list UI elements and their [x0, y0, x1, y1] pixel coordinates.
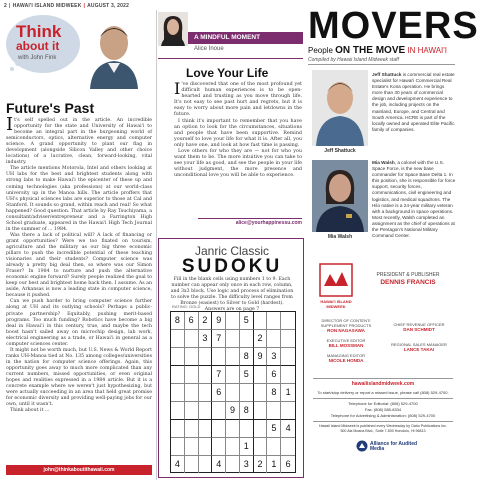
sudoku-cell[interactable]: [185, 438, 199, 456]
thought-bubble-dots-icon: [8, 59, 24, 73]
sudoku-cell[interactable]: [226, 456, 240, 473]
sudoku-cell[interactable]: [240, 384, 254, 402]
sudoku-cell[interactable]: 7: [212, 366, 226, 384]
mover-caption-1: Jeff Shattuck: [324, 148, 356, 154]
sudoku-cell[interactable]: 1: [281, 384, 295, 402]
delivery-note: To start/stop delivery or report a missed issue, please call (808) 529-4700.: [317, 390, 449, 395]
sudoku-cell[interactable]: 2: [254, 456, 268, 473]
sudoku-instructions: Fill in the blank cells using numbers 1 to 9. Each number can appear only once in each row, column, and 3x3 block. Use logic and process of elimination to solve the puzzle. The difficulty level ranges from Bronze (easiest) to Silver to Gold (hardest). Answers are on page 7: [170, 277, 294, 312]
sudoku-cell[interactable]: [240, 330, 254, 348]
sudoku-cell[interactable]: [226, 438, 240, 456]
column-body: [6, 114, 152, 414]
sudoku-cell[interactable]: [267, 312, 281, 330]
page-number: 2: [4, 3, 7, 9]
sudoku-cell[interactable]: [171, 330, 185, 348]
sudoku-cell[interactable]: 8: [171, 312, 185, 330]
sudoku-cell[interactable]: 3: [267, 348, 281, 366]
logo-line-2: about it: [16, 39, 60, 53]
mover-text: is commercial real estate specialist for Hawai'i Commercial Real Estate's Kona operation. He brings more than 30 years of commercial design and development experience to the job, including projects on the mainland, Europe, and Central and South America. HCRE is part of the locally owned and operated Elite Pacific family of companies.: [372, 72, 455, 132]
issue-date: AUGUST 3, 2022: [87, 3, 130, 9]
sudoku-cell[interactable]: [212, 438, 226, 456]
mover-text: , a colonel with the U.S. Space Force, is the new base commander for Space Base Delta 1. In this position, she is responsible for force support, security forces, communications, civil engineering and logistics, and medical squadrons. The Hilo native is a 24-year military veteran with a background in space operations. Most recently, Walsh completed an assignment as the chief of operations at the Pentagon's National Military Command Center.: [372, 160, 456, 239]
sudoku-cell[interactable]: [226, 384, 240, 402]
drop-cap: I: [174, 79, 181, 98]
staff-name: DAN SCHMIDT: [403, 327, 435, 332]
sudoku-cell[interactable]: [199, 348, 213, 366]
sudoku-cell[interactable]: [171, 366, 185, 384]
mover-caption-2: Mia Walsh: [327, 234, 353, 240]
sudoku-cell[interactable]: [171, 402, 185, 420]
paragraph: t's self spelled out in the article. An incredible opportunity for the state and University of Hawai'i to become an integral part in the burgeoning world of semiconductors, optics, alternative energy and computer science. A grand opportunity to plant our flag in development (alongside Silicon Valley and other choice locations) of a lucrative, clean, forward-looking, vital industry.: [6, 118, 152, 166]
sudoku-cell[interactable]: [281, 402, 295, 420]
staff-role: MANAGING EDITOR: [327, 353, 365, 358]
sudoku-cell[interactable]: 7: [212, 330, 226, 348]
masthead-staff-right: [382, 320, 456, 352]
sudoku-cell[interactable]: [185, 420, 199, 438]
paragraph: 've discovered that one of the most profound yet difficult human experiences is to be open-hearted and trusting as you move through life. It's not easy to see past hurt and regrets, but it is easy to worry about more pain and letdowns in the future.: [174, 82, 302, 118]
column-logo: [16, 22, 62, 53]
staff-name: LANCE TAKAI: [403, 347, 435, 352]
masthead-logo-text: [314, 299, 358, 309]
staff-name: RON NAGASAWA: [327, 328, 365, 333]
sudoku-cell[interactable]: [267, 402, 281, 420]
sudoku-cell[interactable]: [281, 348, 295, 366]
sudoku-cell[interactable]: 6: [285, 459, 291, 469]
logo-line-2: MIDWEEK: [326, 304, 346, 309]
sudoku-cell[interactable]: [171, 384, 185, 402]
sudoku-cell[interactable]: [281, 438, 295, 456]
sudoku-cell[interactable]: 6: [212, 384, 226, 402]
sudoku-cell[interactable]: [281, 312, 295, 330]
columnist-photo: [84, 19, 144, 89]
staff-role: REGIONAL SALES MANAGER: [391, 342, 447, 347]
sudoku-cell[interactable]: [185, 348, 199, 366]
column-headline: Future's Past: [6, 100, 95, 116]
sudoku-cell[interactable]: [226, 330, 240, 348]
movers-credit: Compiled by Hawaii Island Midweek staff: [308, 57, 399, 63]
movers-subtitle: [308, 45, 447, 56]
sub-in-hawaii: IN HAWAI'I: [407, 46, 448, 55]
paragraph: It might not be worth much, but U.S. News & World Report ranks UH-Manoa tied at No. 135 among colleges/universities in the nation for computer science offerings. Again, this opportunity goes away to much more complicated than any current numbers, missed opportunities, or even original hopes and realities expressed in a 1984 article. But it is a concrete example where we weren't just hypothesizing, but were actually succeeding in an area that held great promise for economic diversity and providing well-paying jobs for our own, until it wasn't.: [6, 347, 152, 408]
sub-people: People: [308, 46, 333, 55]
mover-entry-2: [372, 160, 456, 239]
website-link[interactable]: hawaiiislandmidweek.com: [351, 381, 415, 387]
staff-name: NICOLE HONDA: [328, 358, 364, 363]
masthead-staff-left: [310, 316, 382, 363]
divider: [308, 64, 455, 65]
page-header: 2 | HAWAI'I ISLAND MIDWEEK | AUGUST 3, 2022: [4, 3, 130, 9]
article-body: [174, 79, 302, 180]
sudoku-cell[interactable]: [199, 438, 213, 456]
sudoku-cell[interactable]: 5: [240, 366, 254, 384]
logo-line-1: HAWAI'I ISLAND: [320, 299, 352, 304]
sudoku-cell[interactable]: [199, 366, 213, 384]
sudoku-cell[interactable]: [171, 420, 185, 438]
sudoku-cell[interactable]: 9: [212, 312, 226, 330]
sudoku-cell[interactable]: [267, 438, 281, 456]
staff-role: CHIEF REVENUE OFFICER: [393, 322, 445, 327]
sudoku-cell[interactable]: 9: [226, 402, 240, 420]
sudoku-cell[interactable]: 9: [254, 348, 268, 366]
sudoku-cell[interactable]: [254, 438, 268, 456]
paragraph: I think it's important to remember that you have an option to look for the circumstances, situations and people that have been supportive. Remind yourself to love your life for what it is. After all, you only have one, and look at how fast time is passing.: [174, 118, 302, 148]
sub-on-the-move: ON THE MOVE: [335, 45, 406, 56]
sudoku-cell[interactable]: [212, 420, 226, 438]
sudoku-cell[interactable]: [226, 312, 240, 330]
divider: [313, 421, 453, 422]
staff-role: DIRECTOR OF CONTENT/ SUPPLEMENT PRODUCTS: [320, 318, 372, 328]
sudoku-cell[interactable]: [267, 330, 281, 348]
columnist-byline: with John Fink: [18, 55, 57, 61]
mover-name: Jeff Shattuck: [372, 72, 402, 77]
sudoku-cell[interactable]: [254, 420, 268, 438]
sudoku-cell[interactable]: [281, 366, 295, 384]
sudoku-cell[interactable]: 2: [254, 330, 268, 348]
author-email[interactable]: alice@yourhappinessu.com: [198, 218, 302, 228]
logo-line-1: Think: [16, 22, 62, 41]
divider: [158, 58, 303, 59]
divider: [313, 398, 453, 399]
alliance-logo-icon: [356, 440, 368, 452]
sudoku-cell[interactable]: 6: [185, 312, 199, 330]
sudoku-cell[interactable]: [171, 348, 185, 366]
paragraph: Was there a lack of political will? A lack of financing or grant opportunities? Were we too fixated on tourism, agriculture and the military as our big three economic pillars to push the incredible potential of these teaching visionaries and their students? Computer science was already a pretty big deal then, so where was our Simon Fraser? In 1984 to nurture and push the alternative economic engine forward? Surely people realized the goal to keep our best and brightest home back then. I assume. As an aside, Arkansas is now a leading state in computer science, because it pushed.: [6, 232, 152, 299]
alliance-text: Alliance for Audited Media: [370, 441, 418, 452]
paper-name: HAWAI'I ISLAND MIDWEEK: [12, 3, 82, 9]
sudoku-cell[interactable]: 8: [240, 348, 254, 366]
column-divider: [156, 10, 157, 480]
movers-logo: [308, 5, 479, 47]
paragraph: Think about it ...: [10, 408, 50, 414]
sudoku-rating: RATING: GOLD: [172, 304, 201, 309]
sudoku-cell[interactable]: 8: [240, 402, 254, 420]
sudoku-cell[interactable]: 4: [212, 456, 226, 473]
sudoku-cell[interactable]: [199, 402, 213, 420]
sudoku-cell[interactable]: 2: [199, 312, 213, 330]
sudoku-cell[interactable]: [212, 348, 226, 366]
paragraph: Love others for who they are — not for who you want them to be. The more intuitive you can take to see your life as good, and see the people in your life without judgment, the more presence and unconditional love you will be able to experience.: [174, 149, 302, 179]
sudoku-cell[interactable]: 6: [267, 366, 281, 384]
mover-entry-1: [372, 72, 456, 133]
sudoku-cell[interactable]: [185, 366, 199, 384]
sudoku-cell[interactable]: 3: [199, 330, 213, 348]
sudoku-cell[interactable]: 3: [240, 456, 254, 473]
sudoku-cell[interactable]: [185, 384, 199, 402]
sudoku-cell[interactable]: 1: [240, 438, 254, 456]
staff-role: EXECUTIVE EDITOR: [326, 338, 366, 343]
sudoku-grid[interactable]: [170, 311, 296, 473]
sudoku-cell[interactable]: [226, 348, 240, 366]
mover-photo-2: [312, 160, 368, 232]
sudoku-cell[interactable]: 4: [281, 420, 295, 438]
sudoku-cell[interactable]: 8: [267, 384, 281, 402]
publisher-role: PRESIDENT & PUBLISHER: [376, 272, 440, 278]
sudoku-cell[interactable]: [240, 420, 254, 438]
sudoku-cell[interactable]: [226, 366, 240, 384]
mover-photo-1: [312, 70, 368, 146]
sudoku-cell[interactable]: [226, 420, 240, 438]
sudoku-cell[interactable]: [185, 456, 199, 473]
paragraph: The article mentions Motorola, Intel and others looking at UH labs for the best and brightest students along with strong labs to make Hawai'i the epicenter of these up and coming technologies (aka professions) at our world-class university up in the Manoa hills. The article proffers that UH's physical sciences labs are superior to those at Cal and Stanford. It sounds so grand, within reach and real! So what happened? Good question. That article by Ray Tsuchiyama, a consultant/adviser/entrepreneur and a Farrington High School graduate, appeared in the Hawai'i High Tech Journal in the summer of ... 1984.: [6, 166, 152, 232]
divider: [313, 378, 453, 379]
drop-cap: I: [6, 114, 14, 135]
sudoku-cell[interactable]: [254, 366, 268, 384]
sudoku-cell[interactable]: [254, 384, 268, 402]
sudoku-cell[interactable]: [185, 402, 199, 420]
sudoku-cell[interactable]: 5: [267, 420, 281, 438]
sudoku-cell[interactable]: 4: [171, 456, 185, 473]
sudoku-cell[interactable]: [281, 330, 295, 348]
sudoku-cell[interactable]: [199, 384, 213, 402]
publisher-name: DENNIS FRANCIS: [380, 279, 436, 286]
mindful-moment-section: [158, 12, 303, 232]
sudoku-cell[interactable]: [199, 420, 213, 438]
article-headline: Love Your Life: [186, 66, 269, 80]
think-about-it-banner: [6, 15, 151, 77]
sudoku-cell[interactable]: [185, 330, 199, 348]
sudoku-title: SUDOKU: [181, 256, 283, 277]
sudoku-cell[interactable]: [254, 312, 268, 330]
publisher-note: Hawaii Island Midweek is published every Wednesday by Oahu Publications Inc. 500 Ala Moana Blvd., Suite 7-500 Honolulu, HI 96813: [319, 424, 447, 433]
movers-wordmark: MOVERS: [308, 5, 479, 47]
sudoku-kicker: Janric Classic: [194, 244, 269, 258]
section-kicker: A MINDFUL MOMENT: [188, 32, 303, 44]
midweek-logo: [318, 262, 354, 298]
sudoku-cell[interactable]: 5: [240, 312, 254, 330]
staff-name: BILL MOSSMAN: [328, 343, 364, 348]
sudoku-cell[interactable]: [171, 438, 185, 456]
columnist-email[interactable]: john@thinkaboutithawaii.com: [6, 465, 152, 475]
paragraph: Can we push harder to bring computer science further along at UH and its outlying schools? Perhaps a public-private partnership? Equitably, pushing merit-based programs. Too much funding? Robotics have become a big deal in Hawai'i in this century, true, and maybe the tech boost hasn't sailed away on microchip design, lab work, electrical engineering as a trade, or Hawai'i in general as a computer sciences center.: [6, 299, 152, 347]
sudoku-cell[interactable]: 1: [267, 456, 281, 473]
sudoku-cell[interactable]: [212, 402, 226, 420]
sudoku-cell[interactable]: [199, 456, 213, 473]
author-photo: [158, 12, 188, 46]
phone-numbers: Telephone for Editorial: (808) 529-4700 Fax: (808) 585-8334 Telephone for Advertising & Administration: (808) 529-4700: [330, 401, 436, 418]
mover-name: Mia Walsh: [372, 160, 395, 165]
sudoku-cell[interactable]: [254, 402, 268, 420]
author-name: Alice Inoue: [194, 46, 224, 52]
